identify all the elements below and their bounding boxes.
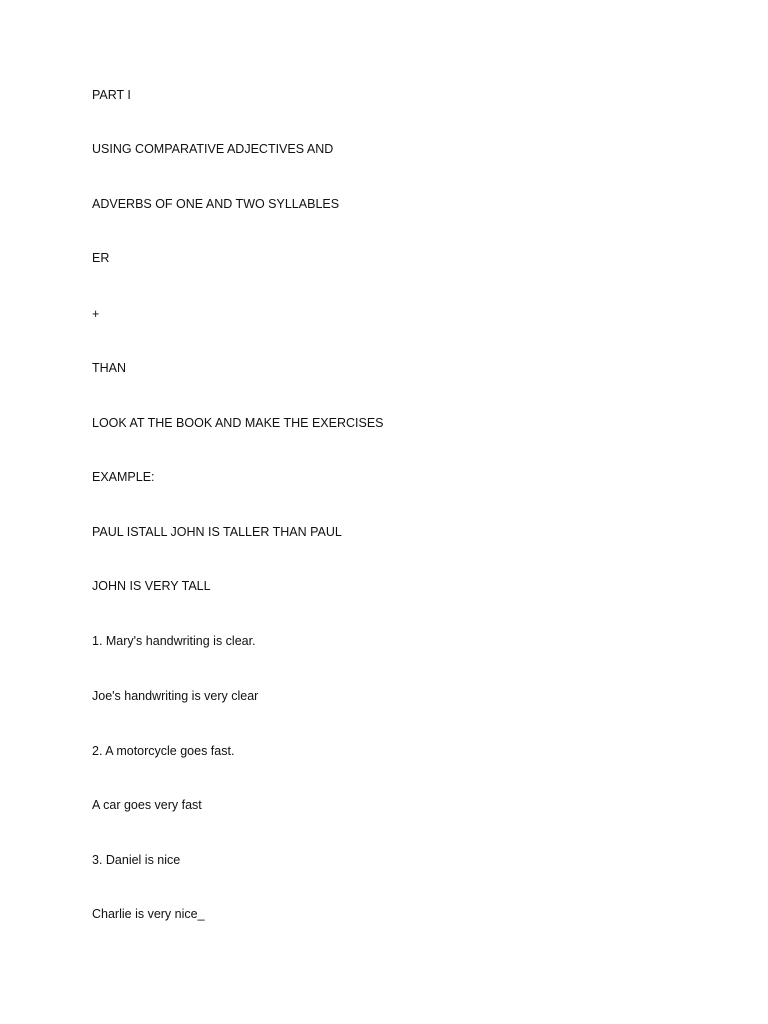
exercise-1-comparison: Joe's handwriting is very clear [92,689,259,703]
example-label: EXAMPLE: [92,470,155,484]
exercise-3-statement: 3. Daniel is nice [92,853,181,867]
example-line-1: PAUL ISTALL JOHN IS TALLER THAN PAUL [92,525,342,539]
topic-line-1: USING COMPARATIVE ADJECTIVES AND [92,142,334,156]
topic-line-2: ADVERBS OF ONE AND TWO SYLLABLES [92,197,340,211]
plus-line: + [92,307,100,321]
part-heading: PART I [92,88,131,102]
exercise-3-comparison: Charlie is very nice_ [92,907,205,921]
suffix-line: ER [92,251,110,265]
instruction-line: LOOK AT THE BOOK AND MAKE THE EXERCISES [92,416,384,430]
exercise-2-statement: 2. A motorcycle goes fast. [92,744,235,758]
example-line-2: JOHN IS VERY TALL [92,579,211,593]
than-line: THAN [92,361,127,375]
exercise-1-statement: 1. Mary's handwriting is clear. [92,634,256,648]
exercise-2-comparison: A car goes very fast [92,798,202,812]
